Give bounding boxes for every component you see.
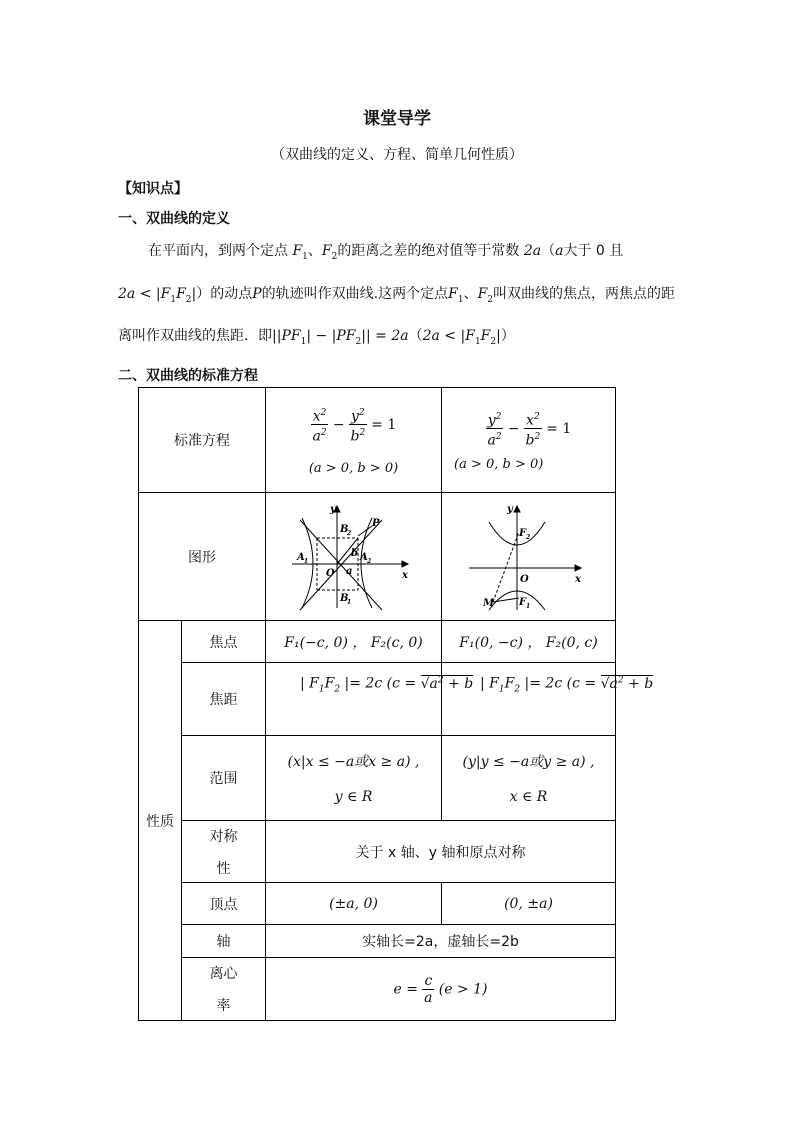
std-eq-vertical: $\frac{y^2}{a^2}$ − $\frac{x^2}{b^2}$ = 1 (a > 0, b > 0)	[442, 388, 616, 493]
focal-distance-label: 焦距	[182, 663, 266, 736]
definition-line-1: 在平面内，到两个定点 $F_1$、$F_2$的距离之差的绝对值等于常数 2a（a大于 0 且	[148, 243, 624, 262]
eccentricity-value: e = $\frac{c}{a}$ (e > 1)	[266, 958, 616, 1021]
symmetry-label: 对称 性	[182, 821, 266, 883]
properties-label: 性质	[139, 621, 182, 1021]
vertex-label: 顶点	[182, 883, 266, 925]
section1-heading: 一、双曲线的定义	[118, 211, 230, 227]
horizontal-hyperbola-graph	[284, 502, 424, 612]
vertical-hyperbola-graph	[459, 502, 599, 612]
focus-label: 焦点	[182, 621, 266, 663]
svg-text:M: M	[482, 597, 494, 609]
graph-vertical-hyperbola	[442, 493, 616, 621]
row-standard-equation	[139, 388, 616, 493]
hyperbola-properties-table	[138, 387, 654, 1021]
vertex-horizontal: (±a, 0)	[266, 883, 442, 925]
svg-text:2: 2	[525, 533, 530, 541]
definition-line-2: $2a < |F_1F_2|$）的动点P的轨迹叫作双曲线.这两个定点$F_1$、$F_2$叫双曲线的焦点，两焦点的距	[118, 286, 676, 305]
axis-value: 实轴长=2a，虚轴长=2b	[266, 925, 616, 958]
row-range	[139, 736, 616, 821]
svg-text:2: 2	[346, 529, 351, 537]
svg-text:1: 1	[525, 602, 530, 610]
svg-text:A: A	[359, 551, 368, 563]
svg-text:B: B	[339, 592, 348, 604]
svg-text:2: 2	[366, 557, 371, 565]
graph-label: 图形	[139, 493, 266, 621]
svg-text:y: y	[506, 503, 513, 515]
svg-text:b: b	[350, 547, 358, 559]
svg-text:x: x	[574, 573, 581, 585]
range-horizontal: (x|x ≤ −a或x ≥ a) , y ∈ R	[266, 736, 442, 821]
symmetry-value: 关于 x 轴、y 轴和原点对称	[266, 821, 616, 883]
svg-text:O: O	[325, 567, 335, 579]
graph-horizontal-hyperbola	[266, 493, 442, 621]
vertex-vertical: (0, ±a)	[442, 883, 616, 925]
section2-heading: 二、双曲线的标准方程	[118, 368, 258, 384]
range-label: 范围	[182, 736, 266, 821]
page-title: 课堂导学	[363, 109, 431, 129]
page-subtitle: （双曲线的定义、方程、简单几何性质）	[271, 147, 523, 163]
svg-text:y: y	[329, 503, 336, 515]
eccentricity-label: 离心 率	[182, 958, 266, 1021]
svg-text:O: O	[519, 573, 529, 585]
row-graph	[139, 493, 616, 621]
definition-line-3: 离叫作双曲线的焦距．即$||PF_1| - |PF_2|| = 2a(2a < |F_1F_2|)$	[118, 328, 515, 347]
std-eq-label: 标准方程	[139, 388, 266, 493]
svg-text:1: 1	[303, 557, 308, 565]
row-eccentricity	[139, 958, 616, 1021]
svg-text:x: x	[401, 569, 408, 581]
knowledge-heading: 【知识点】	[118, 181, 188, 197]
svg-text:B: B	[339, 523, 348, 535]
row-vertex	[139, 883, 616, 925]
svg-text:A: A	[296, 551, 305, 563]
svg-text:P: P	[371, 517, 380, 529]
row-focus	[139, 621, 616, 663]
row-focal-distance	[139, 663, 616, 736]
range-vertical: (y|y ≤ −a或y ≥ a) , x ∈ R	[442, 736, 616, 821]
focal-distance-horizontal: | $F_1F_2$ |= 2c ($c = √a^2 + b$	[266, 663, 442, 736]
axis-label: 轴	[182, 925, 266, 958]
svg-text:a: a	[345, 565, 352, 577]
std-eq-horizontal: $\frac{x^2}{a^2}$ − $\frac{y^2}{b^2}$ = 1 (a > 0, b > 0)	[266, 388, 442, 493]
svg-text:F: F	[518, 527, 526, 539]
focal-distance-vertical: | $F_1F_2$ |= 2c ($c = √a^2 + b$	[442, 663, 616, 736]
svg-text:F: F	[518, 596, 526, 608]
svg-text:1: 1	[346, 598, 351, 606]
focus-horizontal: F₁(−c, 0) ， F₂(c, 0)	[266, 621, 442, 663]
row-axis	[139, 925, 616, 958]
focus-vertical: F₁(0, −c) ， F₂(0, c)	[442, 621, 616, 663]
row-symmetry	[139, 821, 616, 883]
